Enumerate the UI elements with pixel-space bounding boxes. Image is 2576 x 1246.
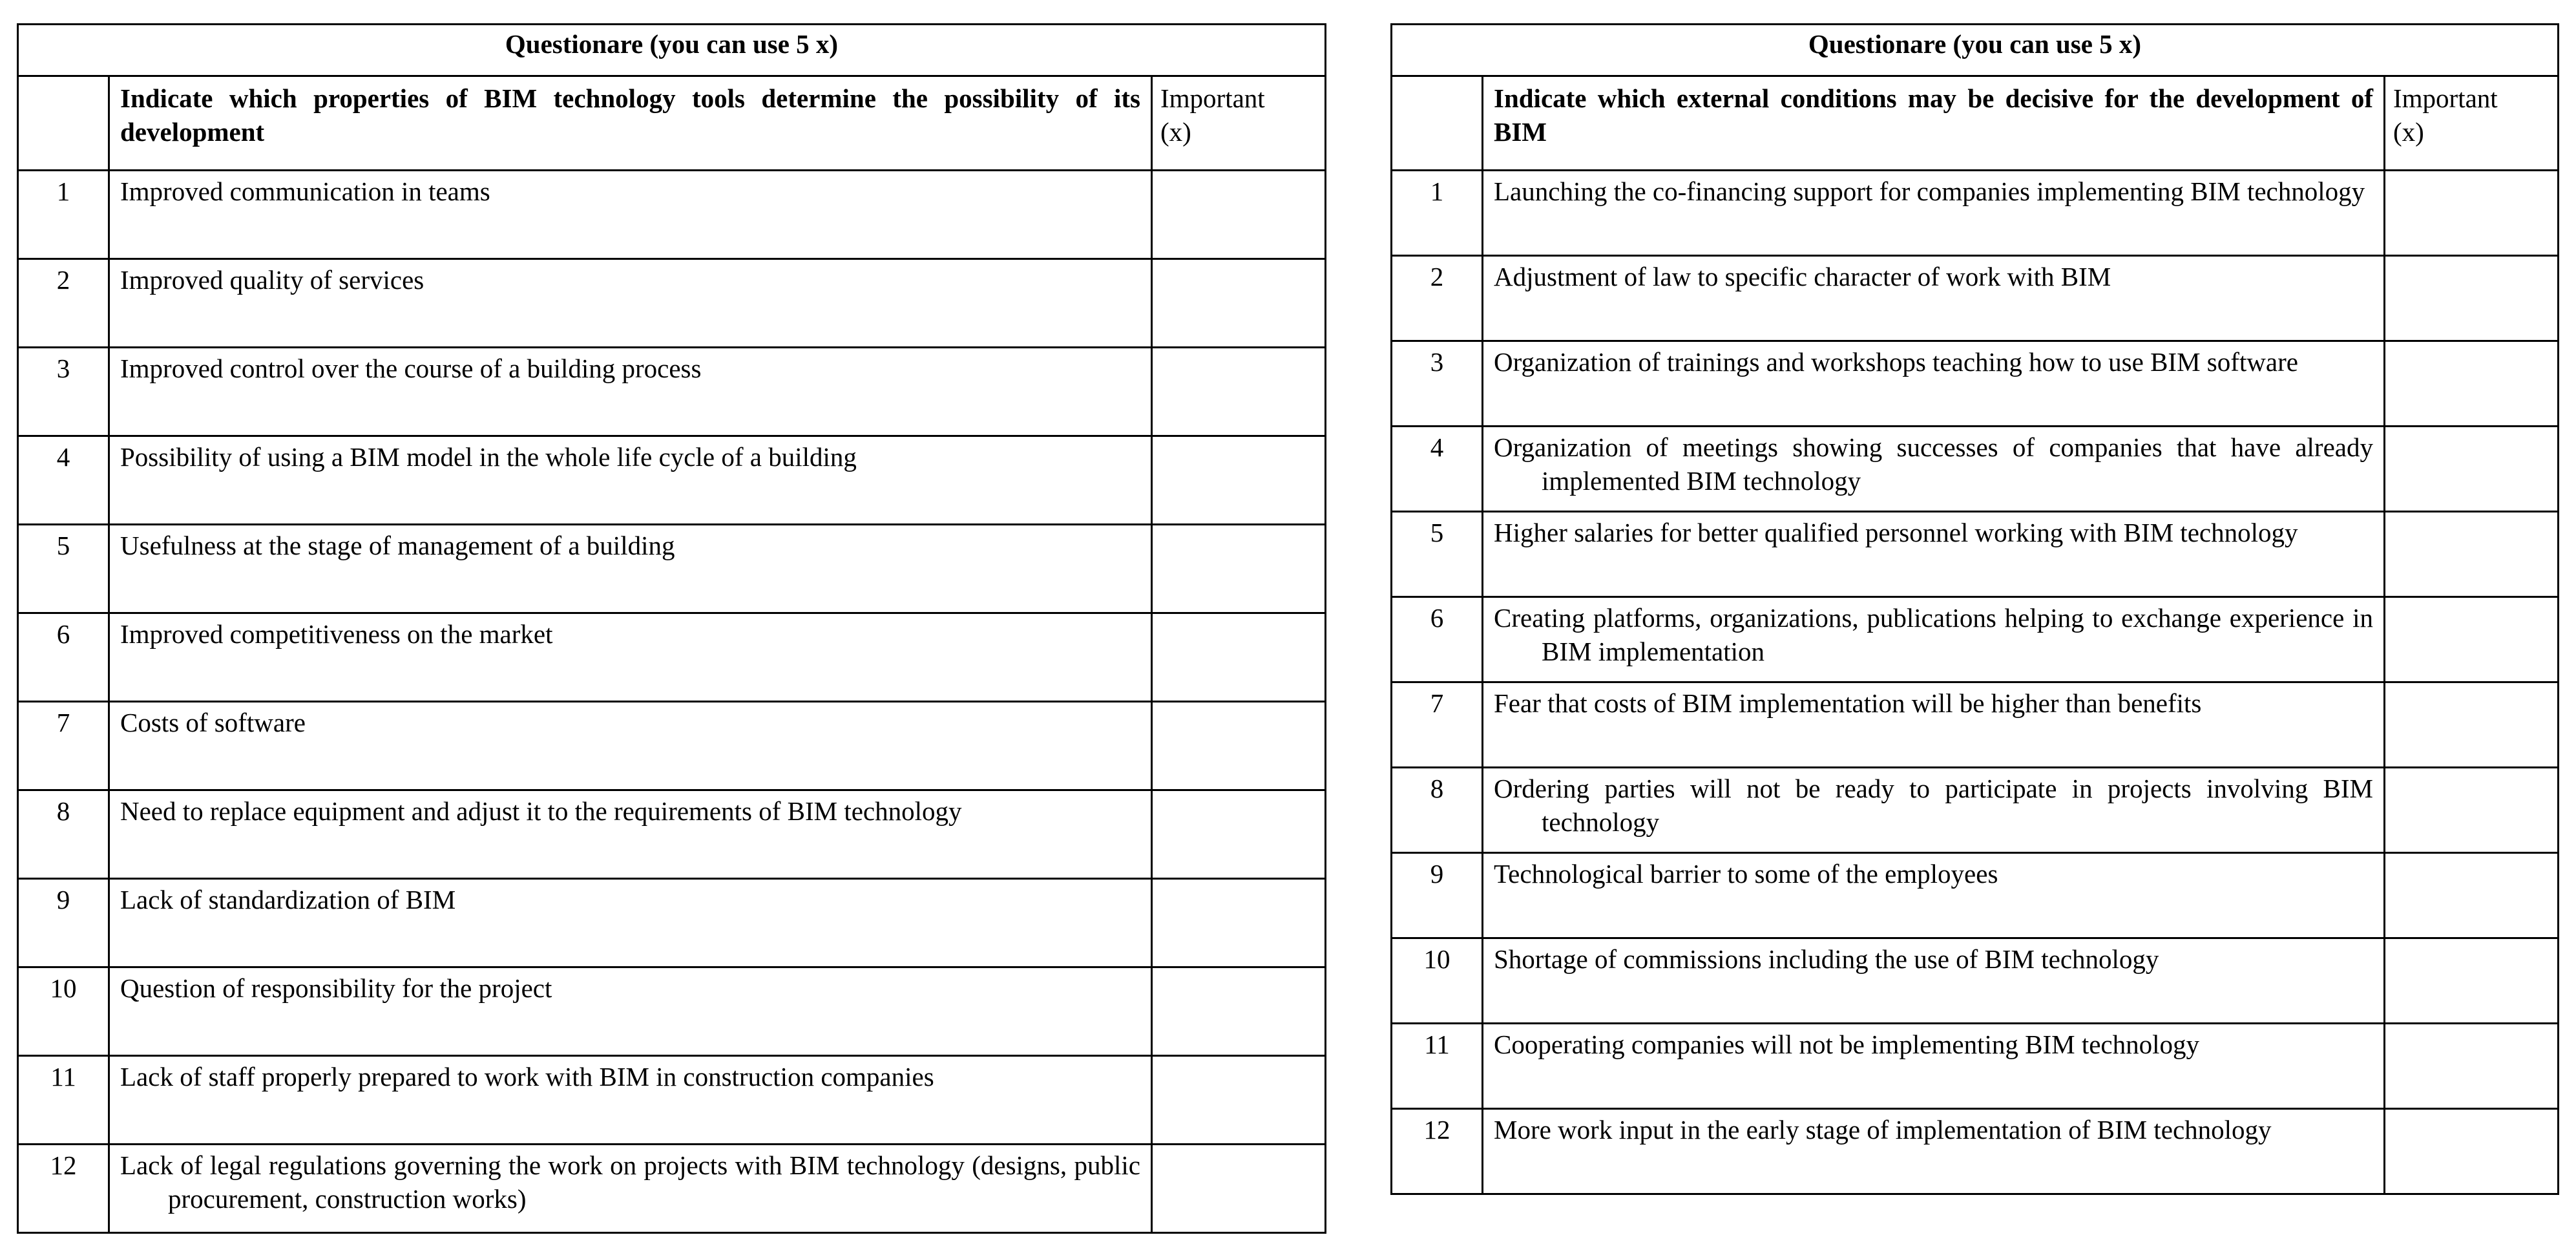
important-mark-cell <box>2385 341 2559 427</box>
row-question-text: Adjustment of law to specific character of work with BIM <box>1483 256 2385 341</box>
table-row <box>18 259 1326 348</box>
row-number: 6 <box>1392 597 1483 682</box>
table-row <box>1392 938 2559 1024</box>
number-column-header <box>18 76 109 171</box>
row-question-text: Lack of staff properly prepared to work with BIM in construction companies <box>109 1056 1152 1145</box>
row-number: 1 <box>1392 171 1483 256</box>
row-question-text: Need to replace equipment and adjust it to the requirements of BIM technology <box>109 790 1152 879</box>
questionnaire-table-left <box>17 23 1326 1234</box>
table-row <box>1392 427 2559 512</box>
important-column-header <box>1152 76 1326 171</box>
question-column-header: Indicate which external conditions may be decisive for the development of BIM <box>1483 76 2385 171</box>
table-row <box>18 702 1326 790</box>
important-mark-cell <box>2385 768 2559 853</box>
row-number: 2 <box>18 259 109 348</box>
row-question-text: Ordering parties will not be ready to participate in projects involving BIM technology <box>1483 768 2385 853</box>
row-question-text: Improved quality of services <box>109 259 1152 348</box>
row-question-text: Lack of legal regulations governing the work on projects with BIM technology (designs, public procurement, construction works) <box>109 1145 1152 1233</box>
table-row <box>18 790 1326 879</box>
row-number: 12 <box>18 1145 109 1233</box>
row-question-text: Organization of trainings and workshops teaching how to use BIM software <box>1483 341 2385 427</box>
row-number: 4 <box>18 436 109 525</box>
row-number: 2 <box>1392 256 1483 341</box>
important-mark-cell <box>2385 1024 2559 1109</box>
row-number: 10 <box>1392 938 1483 1024</box>
row-number: 3 <box>18 348 109 436</box>
header-row <box>1392 76 2559 171</box>
table-row <box>1392 1024 2559 1109</box>
row-question-text: Usefulness at the stage of management of a building <box>109 525 1152 613</box>
row-question-text: Creating platforms, organizations, publications helping to exchange experience in BIM implementation <box>1483 597 2385 682</box>
important-mark-cell <box>2385 256 2559 341</box>
table-row <box>1392 341 2559 427</box>
title-row <box>18 25 1326 76</box>
table-row <box>18 348 1326 436</box>
important-mark-cell <box>2385 682 2559 768</box>
row-number: 7 <box>18 702 109 790</box>
row-question-text: More work input in the early stage of implementation of BIM technology <box>1483 1109 2385 1194</box>
important-mark-cell <box>1152 348 1326 436</box>
table-row <box>18 436 1326 525</box>
row-number: 11 <box>1392 1024 1483 1109</box>
row-number: 12 <box>1392 1109 1483 1194</box>
important-mark-cell <box>1152 525 1326 613</box>
important-mark-cell <box>1152 879 1326 967</box>
questionnaire-table-right <box>1390 23 2559 1195</box>
row-question-text: Improved control over the course of a building process <box>109 348 1152 436</box>
table-row <box>1392 256 2559 341</box>
row-question-text: Question of responsibility for the project <box>109 967 1152 1056</box>
table-row <box>18 1145 1326 1233</box>
table-row <box>1392 1109 2559 1194</box>
row-question-text: Cooperating companies will not be implementing BIM technology <box>1483 1024 2385 1109</box>
row-question-text: Fear that costs of BIM implementation will be higher than benefits <box>1483 682 2385 768</box>
row-number: 1 <box>18 171 109 259</box>
important-mark-cell <box>1152 171 1326 259</box>
row-number: 5 <box>18 525 109 613</box>
important-mark-cell <box>2385 171 2559 256</box>
table-row <box>1392 171 2559 256</box>
row-question-text: Costs of software <box>109 702 1152 790</box>
header-row <box>18 76 1326 171</box>
row-question-text: Shortage of commissions including the use of BIM technology <box>1483 938 2385 1024</box>
table-title: Questionare (you can use 5 x) <box>1392 25 2559 76</box>
table-row <box>18 171 1326 259</box>
row-number: 6 <box>18 613 109 702</box>
row-number: 3 <box>1392 341 1483 427</box>
table-title: Questionare (you can use 5 x) <box>18 25 1326 76</box>
number-column-header <box>1392 76 1483 171</box>
table-row <box>18 879 1326 967</box>
row-question-text: Lack of standardization of BIM <box>109 879 1152 967</box>
important-x-label: (x) <box>1160 116 1191 147</box>
important-column-header <box>2385 76 2559 171</box>
row-number: 8 <box>18 790 109 879</box>
row-number: 5 <box>1392 512 1483 597</box>
important-mark-cell <box>2385 853 2559 938</box>
important-x-label: (x) <box>2393 116 2424 147</box>
important-mark-cell <box>1152 613 1326 702</box>
table-row <box>1392 682 2559 768</box>
table-row <box>1392 768 2559 853</box>
important-mark-cell <box>2385 512 2559 597</box>
important-mark-cell <box>1152 436 1326 525</box>
table-row <box>18 613 1326 702</box>
row-question-text: Possibility of using a BIM model in the whole life cycle of a building <box>109 436 1152 525</box>
table-body <box>18 171 1326 1233</box>
row-number: 9 <box>1392 853 1483 938</box>
important-mark-cell <box>2385 1109 2559 1194</box>
row-question-text: Technological barrier to some of the employees <box>1483 853 2385 938</box>
important-label: Important <box>2393 83 2498 113</box>
row-question-text: Improved competitiveness on the market <box>109 613 1152 702</box>
title-row <box>1392 25 2559 76</box>
row-number: 9 <box>18 879 109 967</box>
important-mark-cell <box>1152 1145 1326 1233</box>
row-number: 11 <box>18 1056 109 1145</box>
row-number: 7 <box>1392 682 1483 768</box>
table-row <box>1392 597 2559 682</box>
row-number: 4 <box>1392 427 1483 512</box>
important-mark-cell <box>1152 790 1326 879</box>
important-mark-cell <box>2385 938 2559 1024</box>
important-mark-cell <box>2385 597 2559 682</box>
row-question-text: Higher salaries for better qualified personnel working with BIM technology <box>1483 512 2385 597</box>
row-question-text: Launching the co-financing support for companies implementing BIM technology <box>1483 171 2385 256</box>
table-row <box>18 1056 1326 1145</box>
row-number: 8 <box>1392 768 1483 853</box>
row-number: 10 <box>18 967 109 1056</box>
table-body <box>1392 171 2559 1194</box>
table-row <box>1392 512 2559 597</box>
row-question-text: Improved communication in teams <box>109 171 1152 259</box>
important-mark-cell <box>1152 1056 1326 1145</box>
row-question-text: Organization of meetings showing successes of companies that have already implemented BIM technology <box>1483 427 2385 512</box>
important-mark-cell <box>1152 259 1326 348</box>
important-mark-cell <box>1152 967 1326 1056</box>
question-column-header: Indicate which properties of BIM technology tools determine the possibility of its development <box>109 76 1152 171</box>
important-label: Important <box>1160 83 1265 113</box>
table-row <box>18 525 1326 613</box>
table-row <box>1392 853 2559 938</box>
table-row <box>18 967 1326 1056</box>
important-mark-cell <box>1152 702 1326 790</box>
important-mark-cell <box>2385 427 2559 512</box>
